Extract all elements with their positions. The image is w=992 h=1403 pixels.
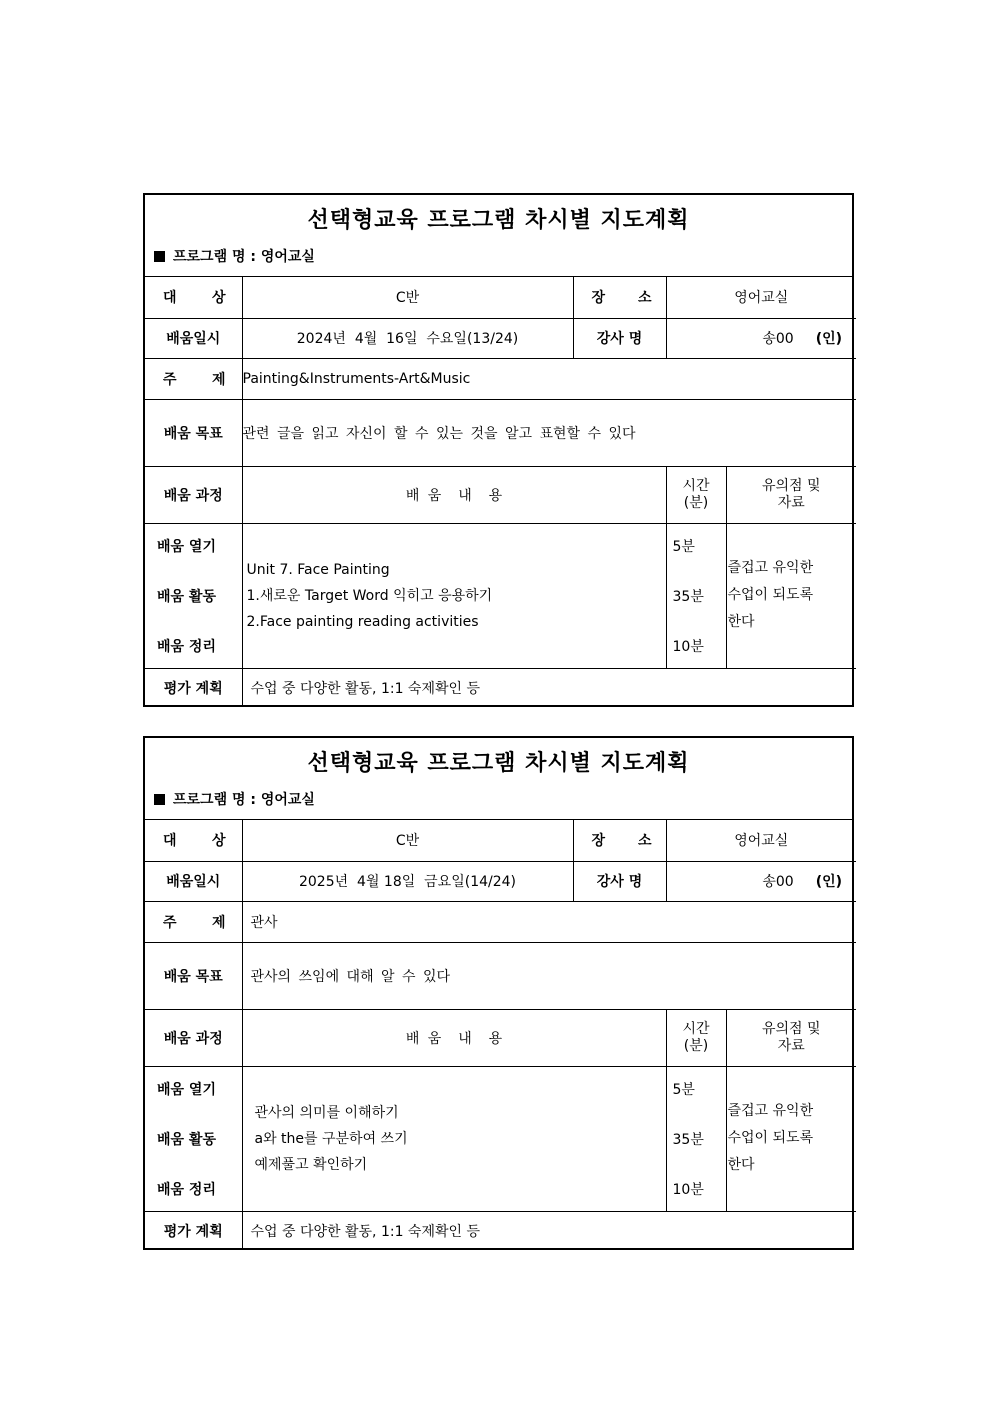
step-open: 배움 열기 (157, 538, 216, 555)
time-close: 10분 (672, 1181, 704, 1198)
place-value: 영어교실 (666, 820, 856, 861)
topic-value: Painting&Instruments-Art&Music (242, 358, 856, 399)
topic-label-char: 제 (211, 371, 226, 388)
notes-label-line: 유의점 및 (761, 477, 821, 494)
process-steps (145, 523, 242, 668)
note-line: 즐겁고 유익한 (727, 560, 814, 576)
square-bullet-icon (154, 251, 165, 262)
eval-value: 수업 중 다양한 활동, 1:1 숙제확인 등 (242, 1211, 856, 1250)
goal-value: 관련 글을 읽고 자신이 할 수 있는 것을 알고 표현할 수 있다 (242, 399, 856, 466)
target-label (145, 277, 242, 318)
program-name (154, 246, 315, 266)
time-label (666, 466, 726, 523)
topic-label (145, 358, 242, 399)
program-name-text: 프로그램 명 : 영어교실 (173, 792, 315, 808)
target-label (145, 820, 242, 861)
target-value: C반 (242, 820, 573, 861)
seal-mark: (인) (815, 331, 843, 347)
place-label (573, 820, 666, 861)
content-cell (242, 523, 666, 668)
time-close: 10분 (672, 638, 704, 655)
date-label: 배움일시 (145, 318, 242, 358)
square-bullet-icon (154, 794, 165, 805)
date-value: 2025년 4월 18일 금요일(14/24) (242, 861, 573, 901)
times-cell (666, 523, 726, 668)
teacher-value (666, 318, 856, 358)
eval-value: 수업 중 다양한 활동, 1:1 숙제확인 등 (242, 668, 856, 707)
topic-label (145, 901, 242, 942)
topic-label-char: 주 (163, 914, 177, 931)
note-line: 한다 (727, 1157, 755, 1173)
process-label: 배움 과정 (145, 1009, 242, 1066)
lesson-plan-2 (143, 736, 854, 1250)
content-line: 1.새로운 Target Word 익히고 응용하기 (246, 587, 493, 604)
teacher-label: 강사 명 (573, 861, 666, 901)
content-label: 배 움 내 용 (242, 466, 666, 523)
notes-cell (726, 1066, 856, 1211)
plan-header (145, 195, 852, 277)
time-label (666, 1009, 726, 1066)
program-name (154, 789, 315, 809)
time-open: 5분 (672, 1081, 695, 1098)
place-label-char: 소 (637, 833, 652, 850)
goal-label: 배움 목표 (145, 399, 242, 466)
date-label: 배움일시 (145, 861, 242, 901)
step-activity: 배움 활동 (157, 588, 216, 605)
teacher-name: 송00 (762, 331, 794, 347)
process-steps (145, 1066, 242, 1211)
notes-label-line: 자료 (777, 1037, 805, 1054)
time-label-line: (분) (683, 494, 709, 511)
content-line: a와 the를 구분하여 쓰기 (254, 1130, 408, 1147)
time-activity: 35분 (672, 1131, 704, 1148)
time-label-line: 시간 (682, 477, 710, 494)
lesson-plan-1 (143, 193, 854, 707)
program-name-text: 프로그램 명 : 영어교실 (173, 249, 315, 265)
topic-label-char: 주 (163, 371, 177, 388)
date-value: 2024년 4월 16일 수요일(13/24) (242, 318, 573, 358)
plan-table (145, 277, 856, 707)
target-value: C반 (242, 277, 573, 318)
content-line: Unit 7. Face Painting (246, 561, 390, 578)
notes-cell (726, 523, 856, 668)
note-line: 수업이 되도록 (727, 587, 814, 603)
step-open: 배움 열기 (157, 1081, 216, 1098)
notes-label-line: 자료 (777, 494, 805, 511)
time-label-line: 시간 (682, 1020, 710, 1037)
plan-title: 선택형교육 프로그램 차시별 지도계획 (307, 750, 690, 776)
eval-label: 평가 계획 (145, 668, 242, 707)
content-line: 2.Face painting reading activities (246, 613, 479, 630)
place-label-char: 소 (637, 290, 652, 307)
times-cell (666, 1066, 726, 1211)
step-close: 배움 정리 (157, 1181, 216, 1198)
teacher-name: 송00 (762, 874, 794, 890)
eval-label: 평가 계획 (145, 1211, 242, 1250)
place-label-char: 장 (591, 833, 606, 850)
note-line: 즐겁고 유익한 (727, 1103, 814, 1119)
plan-title: 선택형교육 프로그램 차시별 지도계획 (307, 207, 690, 233)
notes-label (726, 1009, 856, 1066)
content-cell (242, 1066, 666, 1211)
target-label-char: 대 (163, 290, 177, 307)
teacher-label: 강사 명 (573, 318, 666, 358)
note-line: 한다 (727, 614, 755, 630)
target-label-char: 대 (163, 833, 177, 850)
place-label-char: 장 (591, 290, 606, 307)
teacher-value (666, 861, 856, 901)
notes-label-line: 유의점 및 (761, 1020, 821, 1037)
place-value: 영어교실 (666, 277, 856, 318)
plan-header (145, 738, 852, 820)
content-label: 배 움 내 용 (242, 1009, 666, 1066)
time-open: 5분 (672, 538, 695, 555)
step-activity: 배움 활동 (157, 1131, 216, 1148)
note-line: 수업이 되도록 (727, 1130, 814, 1146)
seal-mark: (인) (815, 874, 843, 890)
target-label-char: 상 (211, 833, 226, 850)
place-label (573, 277, 666, 318)
topic-value: 관사 (242, 901, 856, 942)
content-line: 예제풀고 확인하기 (254, 1156, 368, 1173)
plan-table (145, 820, 856, 1250)
goal-value: 관사의 쓰임에 대해 알 수 있다 (242, 942, 856, 1009)
notes-label (726, 466, 856, 523)
topic-label-char: 제 (211, 914, 226, 931)
process-label: 배움 과정 (145, 466, 242, 523)
target-label-char: 상 (211, 290, 226, 307)
time-label-line: (분) (683, 1037, 709, 1054)
time-activity: 35분 (672, 588, 704, 605)
goal-label: 배움 목표 (145, 942, 242, 1009)
step-close: 배움 정리 (157, 638, 216, 655)
content-line: 관사의 의미를 이해하기 (254, 1104, 399, 1121)
